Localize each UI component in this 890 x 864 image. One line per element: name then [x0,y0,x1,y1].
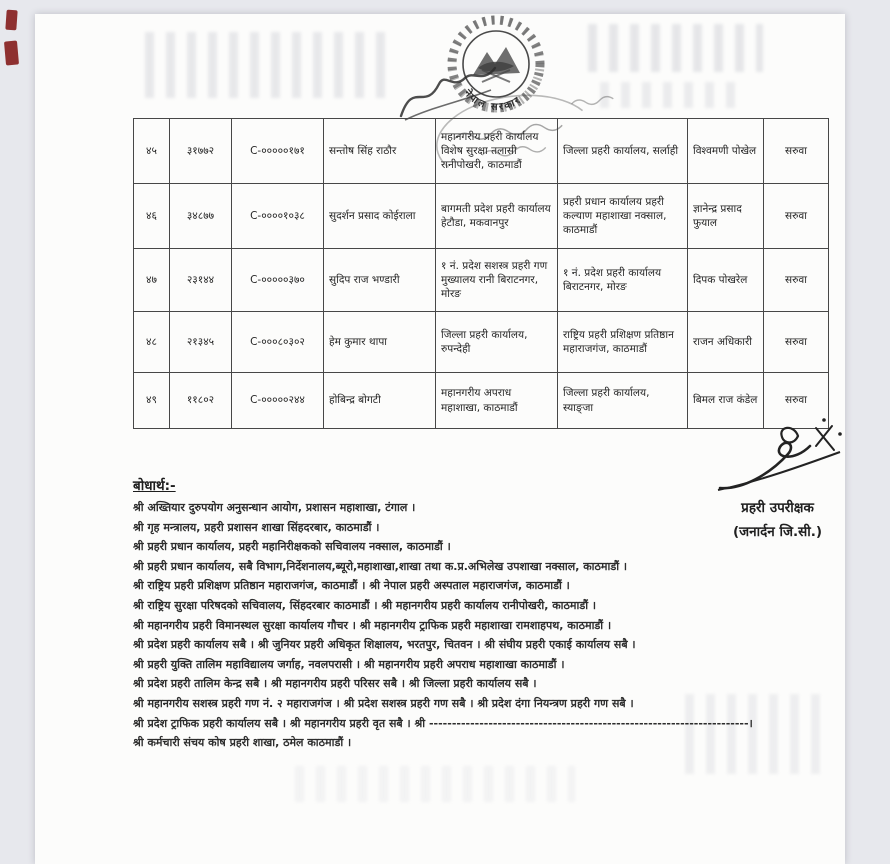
signatory-name: (जनार्दन जि.सी.) [732,524,823,540]
cell-to: राष्ट्रिय प्रहरी प्रशिक्षण प्रतिष्ठान महाराजगंज, काठमाडौं [558,312,688,373]
cc-heading: बोधार्थ:- [133,478,176,494]
cell-remark: सरुवा [764,373,829,429]
cell-cid: C-०००००२४४ [232,373,324,429]
cell-remark: सरुवा [764,312,829,373]
cell-badge: २१३४५ [170,312,232,373]
cell-cid: C-०००००१७१ [232,119,324,184]
cell-from: बागमती प्रदेश प्रहरी कार्यालय हेटौडा, मकवानपुर [436,184,558,249]
cell-to: १ नं. प्रदेश प्रहरी कार्यालय बिराटनगर, मोरङ [558,249,688,312]
cell-badge: ३४८७७ [170,184,232,249]
table-row [134,249,829,312]
cell-recommender: दिपक पोखरेल [688,249,764,312]
cc-item: श्री प्रहरी प्रधान कार्यालय, सबै विभाग,निर्देशनालय,ब्यूरो,महाशाखा,शाखा तथा क.प्र.अभिलेख उपशाखा नक्साल, काठमाडौं । [133,559,628,573]
cell-from: महानगरीय अपराध महाशाखा, काठमाडौं [436,373,558,429]
cell-sn: ४७ [134,249,170,312]
table-row [134,184,829,249]
cell-name: हेम कुमार थापा [324,312,436,373]
officer-signature [712,414,862,502]
cc-item: श्री प्रदेश प्रहरी कार्यालय सबै । श्री जुनियर प्रहरी अधिकृत शिक्षालय, भरतपुर, चितवन । श्री संघीय प्रहरी एकाई कार्यालय सबै । [133,638,636,652]
cc-item: श्री गृह मन्त्रालय, प्रहरी प्रशासन शाखा सिंहदरबार, काठमाडौं । [133,520,380,534]
cell-recommender: राजन अधिकारी [688,312,764,373]
cc-item: श्री राष्ट्रिय प्रहरी प्रशिक्षण प्रतिष्ठान महाराजगंज, काठमाडौं । श्री नेपाल प्रहरी अस्पताल महाराजगंज, काठमाडौं । [133,579,570,593]
cell-to: प्रहरी प्रधान कार्यालय प्रहरी कल्याण महाशाखा नक्साल, काठमाडौं [558,184,688,249]
cell-sn: ४९ [134,373,170,429]
bleed-through-mark [145,32,395,98]
cc-item: श्री प्रहरी प्रधान कार्यालय, प्रहरी महानिरीक्षकको सचिवालय नक्साल, काठमाडौं । [133,540,451,554]
cell-remark: सरुवा [764,184,829,249]
cc-item: श्री महानगरीय सशस्त्र प्रहरी गण नं. २ महाराजगंज । श्री प्रदेश सशस्त्र प्रहरी गण सबै । श्री प्रदेश दंगा नियन्त्रण प्रहरी गण सबै । [133,696,634,710]
cc-item: श्री अख्तियार दुरुपयोग अनुसन्धान आयोग, प्रशासन महाशाखा, टंगाल । [133,501,416,514]
cc-list [133,498,753,753]
cc-item: श्री कर्मचारी संचय कोष प्रहरी शाखा, ठमेल काठमाडौं । [133,736,352,750]
cell-sn: ४५ [134,119,170,184]
cc-item: श्री राष्ट्रिय सुरक्षा परिषदको सचिवालय, सिंहदरबार काठमाडौं । श्री महानगरीय प्रहरी कार्यालय रानीपोखरी, काठमाडौं । [133,598,597,612]
table-row [134,119,829,184]
bleed-through-mark [588,24,763,72]
cell-name: सुदर्शन प्रसाद कोईराला [324,184,436,249]
photo-edge-red-mark [4,40,19,65]
cell-name: सन्तोष सिंह राठौर [324,119,436,184]
cc-item: श्री प्रहरी युक्ति तालिम महाविद्यालय जर्गाह, नवलपरासी । श्री महानगरीय प्रहरी अपराध महाशाखा काठमाडौं । [133,657,565,671]
cell-from: महानगरीय प्रहरी कार्यालय विशेष सुरक्षा तलासी रानीपोखरी, काठमाडौं [436,119,558,184]
cc-item: श्री प्रदेश प्रहरी तालिम केन्द्र सबै । श्री महानगरीय प्रहरी परिसर सबै । श्री जिल्ला प्रहरी कार्यालय सबै । [133,677,537,691]
cell-badge: ११८०२ [170,373,232,429]
cell-remark: सरुवा [764,249,829,312]
cell-cid: C-००००१०३८ [232,184,324,249]
table-row [134,312,829,373]
cell-sn: ४८ [134,312,170,373]
cell-from: १ नं. प्रदेश सशस्त्र प्रहरी गण मुख्यालय रानी बिराटनगर, मोरङ [436,249,558,312]
cell-name: सुदिप राज भण्डारी [324,249,436,312]
cell-to: जिल्ला प्रहरी कार्यालय, स्याङ्जा [558,373,688,429]
photo-edge-red-mark [5,10,17,31]
cell-name: होबिन्द्र बोगटी [324,373,436,429]
cell-recommender: विश्वमणी पोखेल [688,119,764,184]
cell-cid: C-०००००३७० [232,249,324,312]
cell-from: जिल्ला प्रहरी कार्यालय, रुपन्देही [436,312,558,373]
cell-cid: C-०००८०३०२ [232,312,324,373]
cc-item: श्री महानगरीय प्रहरी विमानस्थल सुरक्षा कार्यालय गौचर । श्री महानगरीय ट्राफिक प्रहरी महाशाखा रामशाहपथ, काठमाडौं । [133,618,612,632]
cell-to: जिल्ला प्रहरी कार्यालय, सर्लाही [558,119,688,184]
transfer-table [133,118,829,429]
cell-recommender: ज्ञानेन्द्र प्रसाद फुयाल [688,184,764,249]
cc-section [133,476,753,753]
document-page [35,14,845,864]
bleed-through-mark [295,766,575,802]
emblem-caption: नेपाल सरकार [461,87,524,113]
signatory-rank: प्रहरी उपरीक्षक [741,500,814,516]
cell-badge: ३१७७२ [170,119,232,184]
cell-badge: २३१४४ [170,249,232,312]
cell-recommender: बिमल राज कंडेल [688,373,764,429]
cell-remark: सरुवा [764,119,829,184]
cc-item: श्री प्रदेश ट्राफिक प्रहरी कार्यालय सबै । श्री महानगरीय प्रहरी वृत सबै । श्री ----------------------------------------------------------------------। [133,716,753,730]
cell-sn: ४६ [134,184,170,249]
